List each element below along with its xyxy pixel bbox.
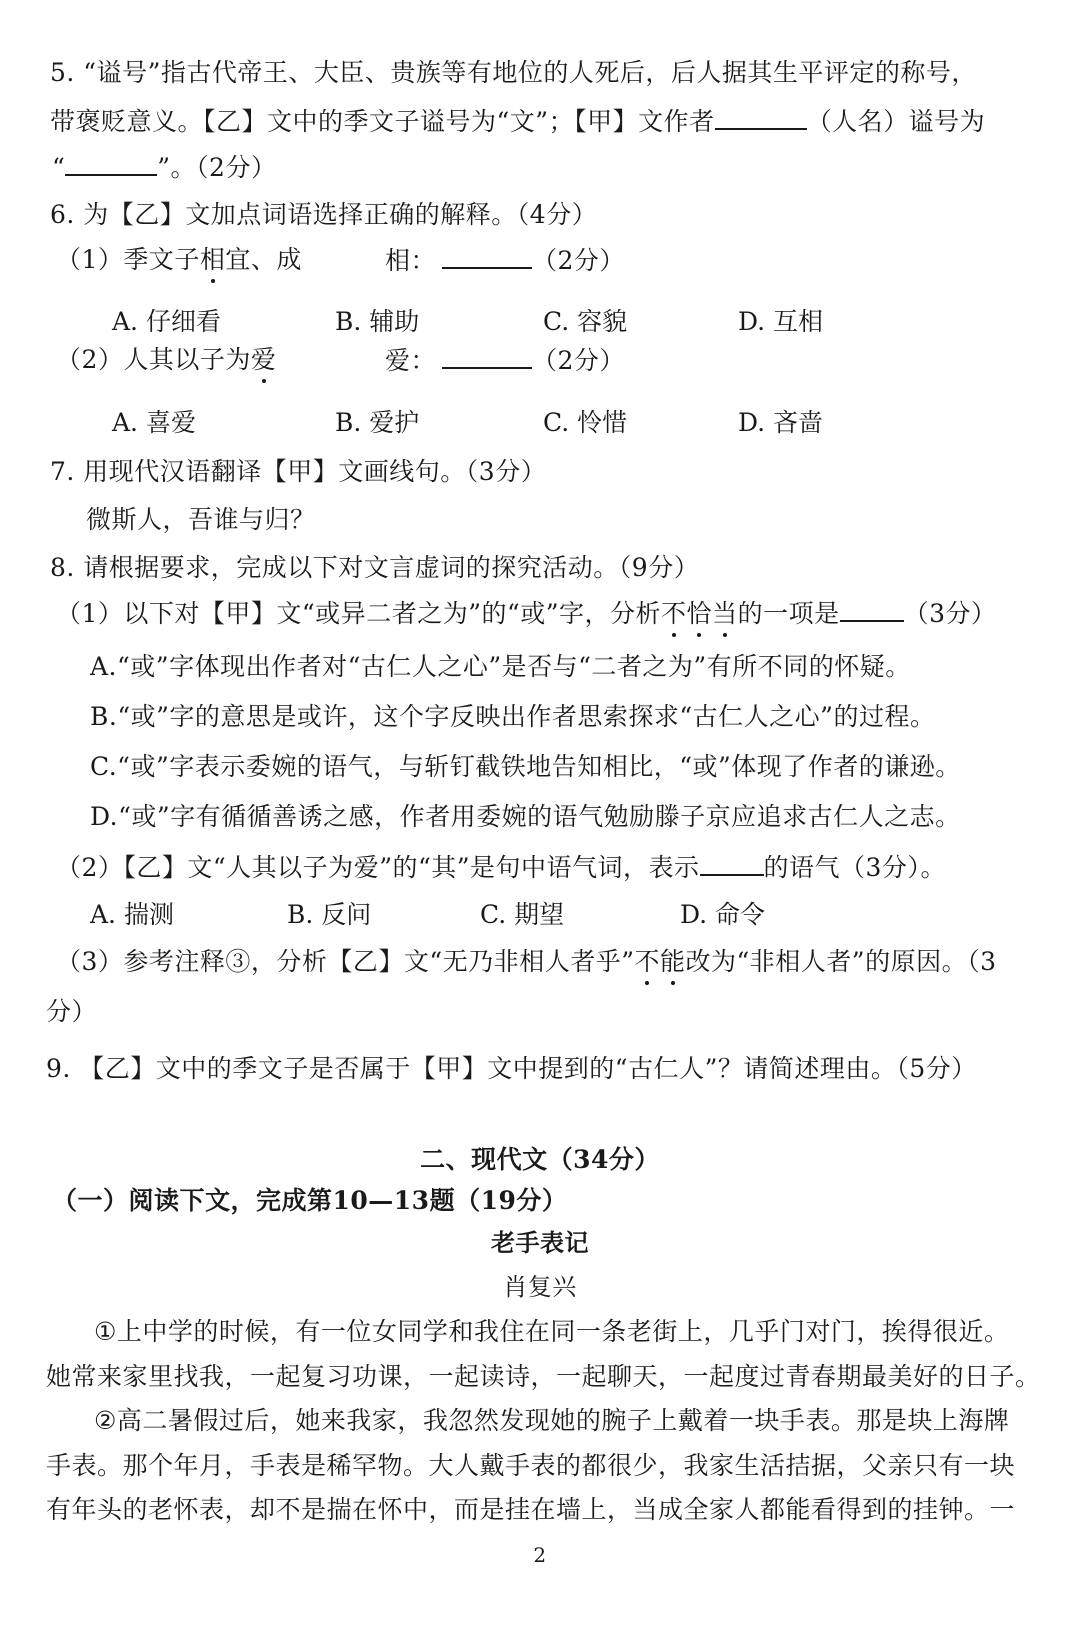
q7-stem: 7. 用现代汉语翻译【甲】文画线句。（3分） xyxy=(50,457,547,486)
q6-stem: 6. 为【乙】文加点词语选择正确的解释。（4分） xyxy=(50,200,598,229)
q6-sub2 xyxy=(56,343,276,377)
q8-sub3-dotted-char: 不 xyxy=(634,945,660,979)
q7-sentence: 微斯人，吾谁与归？ xyxy=(86,505,316,534)
q8-sub2-option-d: D. 命令 xyxy=(680,900,766,929)
q8-sub2-prefix: （2）【乙】文“人其以子为爱”的“其”是句中语气词，表示 xyxy=(56,853,700,882)
q6-sub1-option-d: D. 互相 xyxy=(738,307,824,336)
article-author: 肖复兴 xyxy=(503,1273,577,1301)
q6-sub1-answer xyxy=(385,243,625,278)
q6-sub2-answer xyxy=(385,343,625,378)
q5-line-1: 5. “谥号”指古代帝王、大臣、贵族等有地位的人死后，后人据其生平评定的称号， xyxy=(50,58,977,87)
q6-sub2-score: （2分） xyxy=(532,346,625,375)
q6-sub1-option-b: B. 辅助 xyxy=(335,307,420,336)
q8-sub1-prefix: （1）以下对【甲】文“或异二者之为”的“或”字，分析 xyxy=(56,599,662,628)
q9-stem: 9. 【乙】文中的季文子是否属于【甲】文中提到的“古仁人”？请简述理由。（5分） xyxy=(46,1054,977,1083)
section-2-title: 二、现代文（34分） xyxy=(420,1145,660,1174)
page-number: 2 xyxy=(533,1543,547,1567)
q5-line-2-text-b: （人名）谥号为 xyxy=(806,107,986,136)
q8-sub1-answer-blank[interactable] xyxy=(840,596,904,622)
q8-sub1-option-a: A.“或”字体现出作者对“古仁人之心”是否与“二者之为”有所不同的怀疑。 xyxy=(90,652,911,681)
q8-sub1-dotted-char: 不 xyxy=(661,597,687,631)
q6-sub2-option-d: D. 吝啬 xyxy=(738,408,824,437)
q5-line-2 xyxy=(50,104,985,139)
q6-sub2-dotted-word: 爱 xyxy=(251,343,277,377)
q6-sub1-answer-blank[interactable] xyxy=(442,243,532,269)
q8-sub2-suffix: 的语气（3分）。 xyxy=(763,853,946,882)
q8-sub2-answer-blank[interactable] xyxy=(700,850,764,876)
q6-sub1-option-c: C. 容貌 xyxy=(543,307,628,336)
q8-sub2 xyxy=(56,850,946,885)
q8-sub3-prefix: （3）参考注释③，分析【乙】文“无乃非相人者乎” xyxy=(56,947,635,976)
q8-sub1-dotted-char: 当 xyxy=(712,597,738,631)
q8-sub1 xyxy=(56,596,997,631)
q6-sub1-suffix: 宜、成 xyxy=(225,245,302,274)
q8-sub1-option-b: B.“或”字的意思是或许，这个字反映出作者思索探求“古仁人之心”的过程。 xyxy=(90,702,936,731)
q6-sub2-option-c: C. 怜惜 xyxy=(543,408,628,437)
q8-sub3-line-2: 分） xyxy=(46,997,98,1026)
q6-sub1 xyxy=(56,243,302,277)
article-paragraph-line: 有年头的老怀表，却不是揣在怀中，而是挂在墙上，当成全家人都能看得到的挂钟。一 xyxy=(46,1495,1016,1524)
q6-sub2-option-a: A. 喜爱 xyxy=(112,408,196,437)
q8-stem: 8. 请根据要求，完成以下对文言虚词的探究活动。（9分） xyxy=(50,553,700,582)
article-paragraph-line: 她常来家里找我，一起复习功课，一起读诗，一起聊天，一起度过青春期最美好的日子。 xyxy=(46,1362,1041,1391)
q6-sub1-option-a: A. 仔细看 xyxy=(112,307,221,336)
article-paragraph-line: ②高二暑假过后，她来我家，我忽然发现她的腕子上戴着一块手表。那是块上海牌 xyxy=(94,1406,1010,1435)
q8-sub1-dotted-char: 恰 xyxy=(687,597,713,631)
q6-sub1-dotted-word: 相 xyxy=(200,243,226,277)
q8-sub1-option-d: D.“或”字有循循善诱之感，作者用委婉的语气勉励滕子京应追求古仁人之志。 xyxy=(90,802,961,831)
q5-line-2-text-a: 带褒贬意义。【乙】文中的季文子谥号为“文”；【甲】文作者 xyxy=(50,107,715,136)
q8-sub1-suffix: 的一项是 xyxy=(737,599,840,628)
section-2-part-1: （一）阅读下文，完成第10—13题（19分） xyxy=(52,1186,568,1215)
q8-sub3 xyxy=(56,945,996,979)
article-paragraph-line: ①上中学的时候，有一位女同学和我住在同一条老街上，几乎门对门，挨得很近。 xyxy=(94,1317,1010,1346)
q8-sub2-option-c: C. 期望 xyxy=(480,900,565,929)
article-paragraph-line: 手表。那个年月，手表是稀罕物。大人戴手表的都很少，我家生活拮据，父亲只有一块 xyxy=(46,1451,1016,1480)
q8-sub3-suffix: 改为“非相人者”的原因。（3 xyxy=(685,947,997,976)
q6-sub1-prefix: （1）季文子 xyxy=(56,245,200,274)
q5-open-quote: “ xyxy=(52,153,66,182)
q6-sub2-word: 爱： xyxy=(385,346,437,375)
q6-sub1-word: 相： xyxy=(385,246,437,275)
q8-sub2-option-b: B. 反问 xyxy=(287,900,372,929)
q5-line-3 xyxy=(52,150,276,185)
q5-score: ”。（2分） xyxy=(157,153,277,182)
q6-sub2-option-b: B. 爱护 xyxy=(335,408,420,437)
q8-sub1-option-c: C.“或”字表示委婉的语气，与斩钉截铁地告知相比，“或”体现了作者的谦逊。 xyxy=(90,752,961,781)
q6-sub1-score: （2分） xyxy=(532,246,625,275)
q8-sub3-dotted-char: 能 xyxy=(660,945,686,979)
q6-sub2-prefix: （2）人其以子为 xyxy=(56,345,251,374)
q6-sub2-answer-blank[interactable] xyxy=(442,343,532,369)
q5-author-answer-blank[interactable] xyxy=(715,104,807,130)
q5-posthumous-name-blank[interactable] xyxy=(65,150,157,176)
q8-sub1-score: （3分） xyxy=(903,599,997,628)
article-title: 老手表记 xyxy=(491,1229,589,1257)
q8-sub2-option-a: A. 揣测 xyxy=(90,900,174,929)
